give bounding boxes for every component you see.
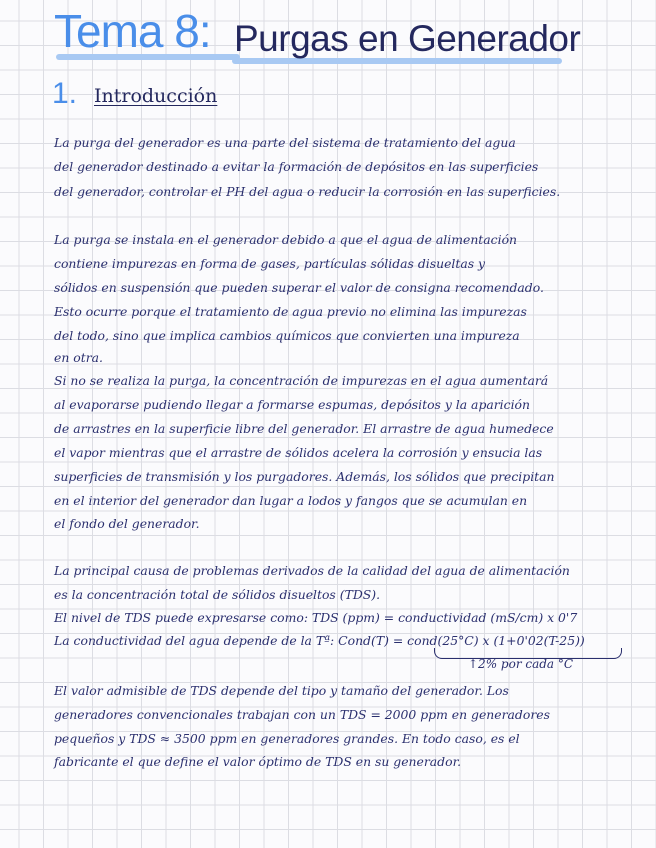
- text-line: superficies de transmisión y los purgadores. Además, los sólidos que precipitan: [54, 469, 555, 484]
- section-title: Introducción: [94, 85, 218, 107]
- text-line: del generador destinado a evitar la formación de depósitos en las superficies: [54, 159, 539, 174]
- text-line: del generador, controlar el PH del agua o reducir la corrosión en las superficies.: [54, 184, 561, 199]
- text-line: en otra.: [54, 350, 103, 365]
- text-line: generadores convencionales trabajan con un TDS = 2000 ppm en generadores: [54, 707, 550, 722]
- formula-tds: El nivel de TDS puede expresarse como: TDS (ppm) = conductividad (mS/cm) x 0'7: [54, 610, 578, 625]
- title-tema: Tema 8:: [54, 5, 211, 57]
- text-line: sólidos en suspensión que pueden superar el valor de consigna recomendado.: [54, 280, 544, 295]
- text-line: el fondo del generador.: [54, 516, 200, 531]
- text-line: el vapor mientras que el arrastre de sólidos acelera la corrosión y ensucia las: [54, 445, 543, 460]
- text-line: Esto ocurre porque el tratamiento de agua previo no elimina las impurezas: [54, 304, 527, 319]
- text-line: al evaporarse pudiendo llegar a formarse espumas, depósitos y la aparición: [54, 397, 530, 412]
- text-line: fabricante el que define el valor óptimo de TDS en su generador.: [54, 754, 462, 769]
- text-line: La purga se instala en el generador debido a que el agua de alimentación: [54, 232, 518, 247]
- text-line: pequeños y TDS ≈ 3500 ppm en generadores grandes. En todo caso, es el: [54, 731, 520, 746]
- text-line: Si no se realiza la purga, la concentración de impurezas en el agua aumentará: [54, 373, 549, 388]
- text-line: contiene impurezas en forma de gases, partículas sólidas disueltas y: [54, 256, 486, 271]
- text-line: de arrastres en la superficie libre del generador. El arrastre de agua humedece: [54, 421, 554, 436]
- formula-conductivity: La conductividad del agua depende de la Tª: Cond(T) = cond(25°C) x (1+0'02(T-25)): [54, 633, 585, 648]
- temperature-note: ↑2% por cada °C: [468, 657, 574, 671]
- text-line: es la concentración total de sólidos disueltos (TDS).: [54, 587, 381, 602]
- page-title: [54, 2, 614, 66]
- title-subject: Purgas en Generador: [234, 18, 581, 59]
- text-line: del todo, sino que implica cambios químicos que convierten una impureza: [54, 328, 520, 343]
- section-number: 1.: [52, 77, 78, 110]
- text-line: La purga del generador es una parte del sistema de tratamiento del agua: [54, 135, 516, 150]
- text-line: La principal causa de problemas derivados de la calidad del agua de alimentación: [54, 563, 570, 578]
- text-line: en el interior del generador dan lugar a lodos y fangos que se acumulan en: [54, 493, 528, 508]
- text-line: El valor admisible de TDS depende del tipo y tamaño del generador. Los: [54, 683, 509, 698]
